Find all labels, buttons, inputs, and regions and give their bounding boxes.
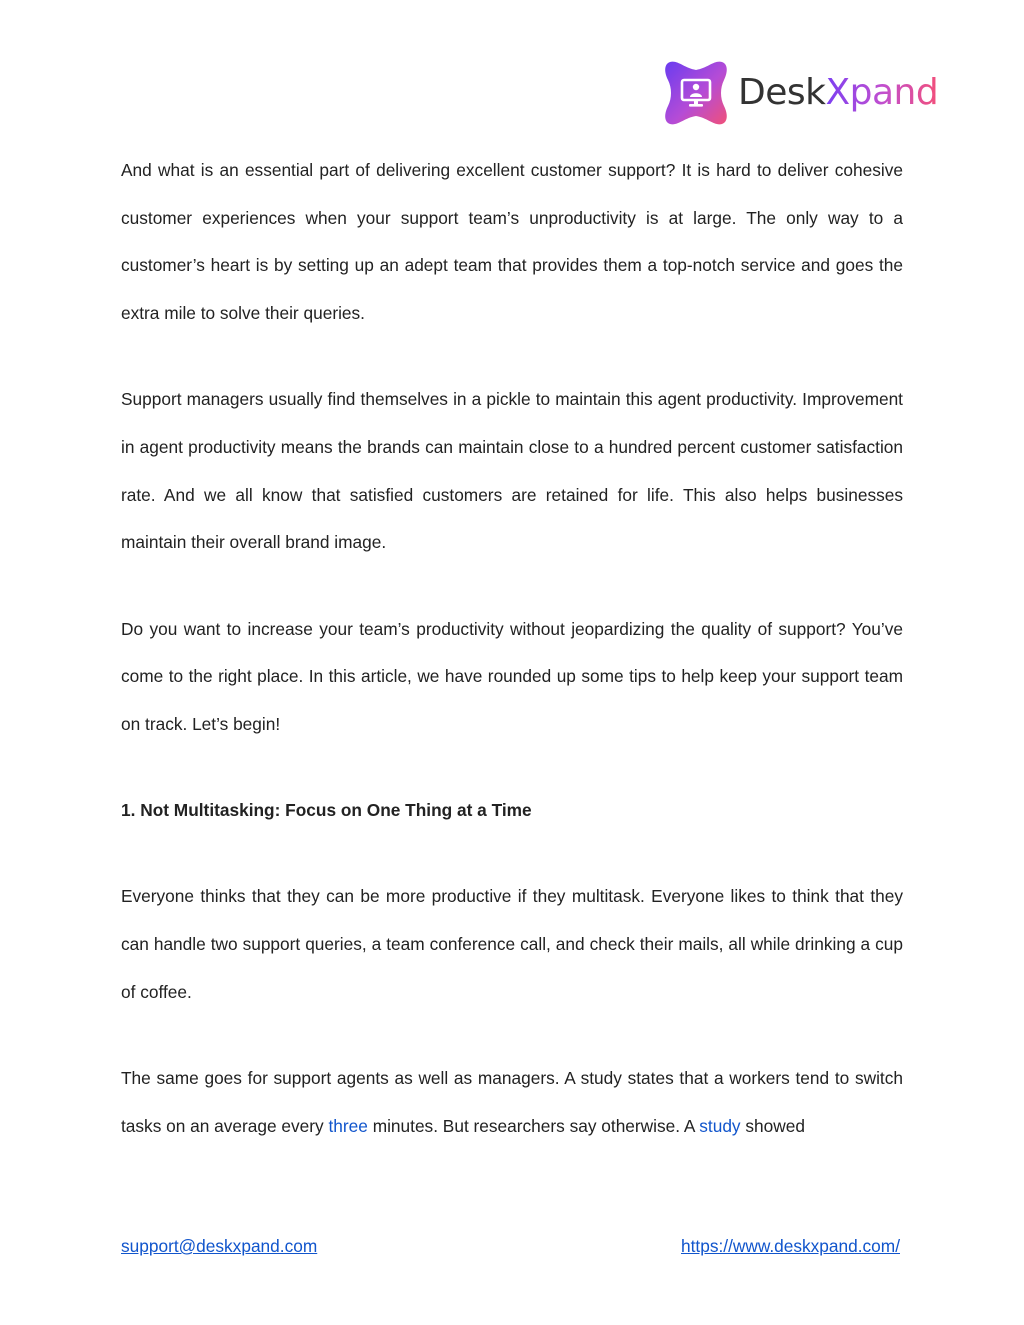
brand-name: [738, 72, 939, 113]
brand-name-desk: Desk: [738, 72, 826, 113]
paragraph-3: Do you want to increase your team’s productivity without jeopardizing the quality of support? You’ve come to the right place. In this article, we have rounded up some tips to help keep your support team on track. Let’s begin!: [121, 618, 903, 735]
paragraph-1: And what is an essential part of delivering excellent customer support? It is hard to deliver cohesive customer experiences when your support team’s unproductivity is at large. The only way to a customer’s heart is by setting up an adept team that provides them a top-notch service and goes the extra mile to solve their queries.: [121, 160, 903, 324]
footer-website-link[interactable]: https://www.deskxpand.com/: [681, 1236, 900, 1256]
brand-name-xpand: Xpand: [825, 72, 939, 113]
monitor-person-icon: [662, 58, 730, 128]
paragraph-5: [121, 1055, 903, 1150]
section-heading: 1. Not Multitasking: Focus on One Thing at a Time: [121, 800, 532, 821]
paragraph-5-text-1: The same goes for support agents as well as managers. A study states that a workers tend to switch tasks on an average every: [121, 1068, 903, 1136]
three-link[interactable]: three: [328, 1115, 368, 1136]
paragraph-4: Everyone thinks that they can be more productive if they multitask. Everyone likes to think that they can handle two support queries, a team conference call, and check their mails, all while drinking a cup of coffee.: [121, 886, 903, 1002]
paragraph-5-text-2: minutes. But researchers say otherwise. A: [367, 1115, 700, 1136]
brand-logo: [662, 58, 938, 128]
study-link[interactable]: study: [699, 1115, 741, 1136]
footer-email-link[interactable]: support@deskxpand.com: [121, 1236, 318, 1256]
paragraph-2: Support managers usually find themselves in a pickle to maintain this agent productivity. Improvement in agent productivity means the brands can maintain close to a hundred percent customer satisfaction rate. And we all know that satisfied customers are retained for life. This also helps businesses maintain their overall brand image.: [121, 389, 903, 553]
paragraph-5-text-3: showed: [740, 1115, 805, 1136]
document-body: [121, 147, 903, 1189]
